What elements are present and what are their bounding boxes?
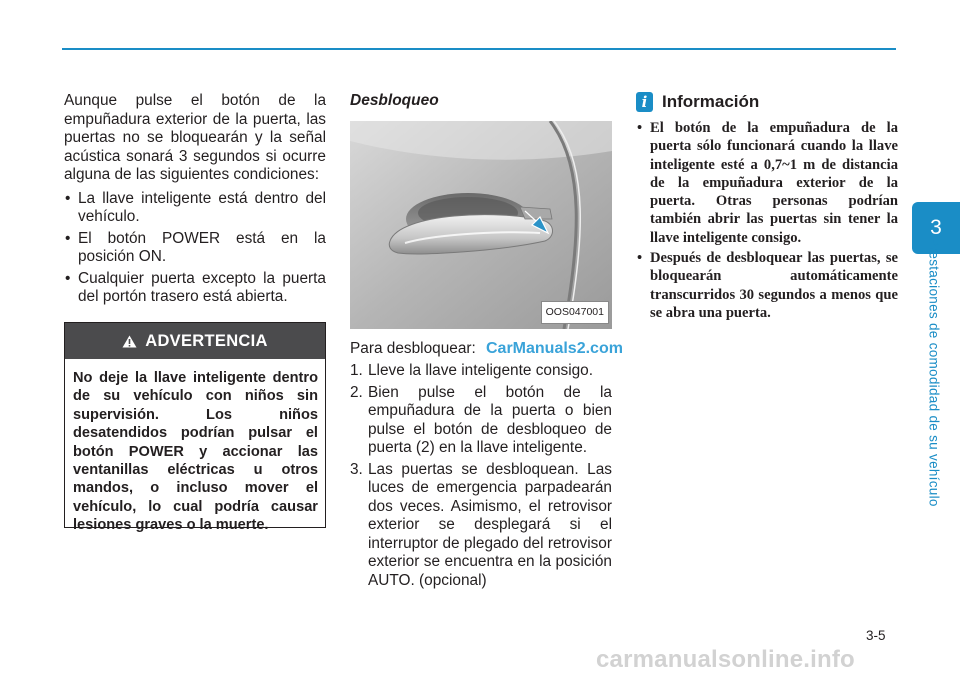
info-header <box>636 92 898 112</box>
list-item: • Después de desbloquear las puertas, se bloquearán automáticamente transcurridos 30 segundos a menos que se abra una puerta. <box>636 249 898 322</box>
step-text: Las puertas se desbloquean. Las luces de emergencia parpadearán dos veces. Asimismo, el retrovisor exterior se desplegará si el interruptor de plegado del retrovisor exterior se encuentra en la posición AUTO. (opcional) <box>368 460 612 589</box>
intro-paragraph: Aunque pulse el botón de la empuñadura exterior de la puerta, las puertas no se bloquearán y la señal acústica sonará 3 segundos si ocurre alguna de las siguientes condiciones: <box>64 92 326 183</box>
warning-title: ADVERTENCIA <box>145 331 268 350</box>
watermark[interactable]: CarManuals2.com <box>486 340 623 357</box>
unlock-steps <box>350 362 612 590</box>
warning-triangle-icon <box>122 335 137 348</box>
page-number: 3-5 <box>866 628 886 643</box>
step-number: 3. <box>350 460 363 478</box>
list-item <box>350 461 612 591</box>
left-column <box>64 92 326 310</box>
step-text: Lleve la llave inteligente consigo. <box>368 362 594 379</box>
chapter-title: Prestaciones de comodidad de su vehículo <box>926 237 942 507</box>
step-number: 2. <box>350 383 363 401</box>
header-rule <box>62 48 896 50</box>
right-column <box>636 92 898 324</box>
footer-watermark[interactable]: carmanualsonline.info <box>596 646 855 673</box>
step-text: Bien pulse el botón de la empuñadura de la puerta o bien pulse el botón de desbloqueo de puerta (2) en la llave inteligente. <box>368 383 612 456</box>
door-handle-illustration <box>350 121 612 329</box>
list-item: • La llave inteligente está dentro del vehículo. <box>64 190 326 227</box>
list-item: • El botón de la empuñadura de la puerta sólo funcionará cuando la llave inteligente esté a 0,7~1 m de distancia de la empuñadura exterior de la puerta. Otras personas podrían también abrir las puertas sin tener la llave inteligente consigo. <box>636 119 898 247</box>
conditions-list <box>64 190 326 307</box>
figure-code: OOS047001 <box>541 301 609 324</box>
info-title: Información <box>662 91 760 111</box>
info-icon: i <box>636 92 653 112</box>
list-item <box>350 362 612 381</box>
list-item <box>350 384 612 458</box>
door-handle-figure <box>350 121 612 329</box>
warning-header <box>65 323 325 359</box>
warning-text: No deje la llave inteligente dentro de su vehículo con niños sin supervisión. Los niños desatendidos podrían pulsar el botón POWER y accionar las ventanillas eléctricas u otros mandos, o incluso mover el vehículo, lo cual podría causar lesiones graves o la muerte. <box>73 370 318 534</box>
list-item: • Cualquier puerta excepto la puerta del portón trasero está abierta. <box>64 270 326 307</box>
warning-box <box>64 322 326 534</box>
info-list <box>636 119 898 322</box>
section-heading: Desbloqueo <box>350 92 439 109</box>
step-number: 1. <box>350 362 363 379</box>
unlock-intro: Para desbloquear: <box>350 339 476 357</box>
list-item: • El botón POWER está en la posición ON. <box>64 230 326 267</box>
chapter-number-tab: 3 <box>912 202 960 254</box>
